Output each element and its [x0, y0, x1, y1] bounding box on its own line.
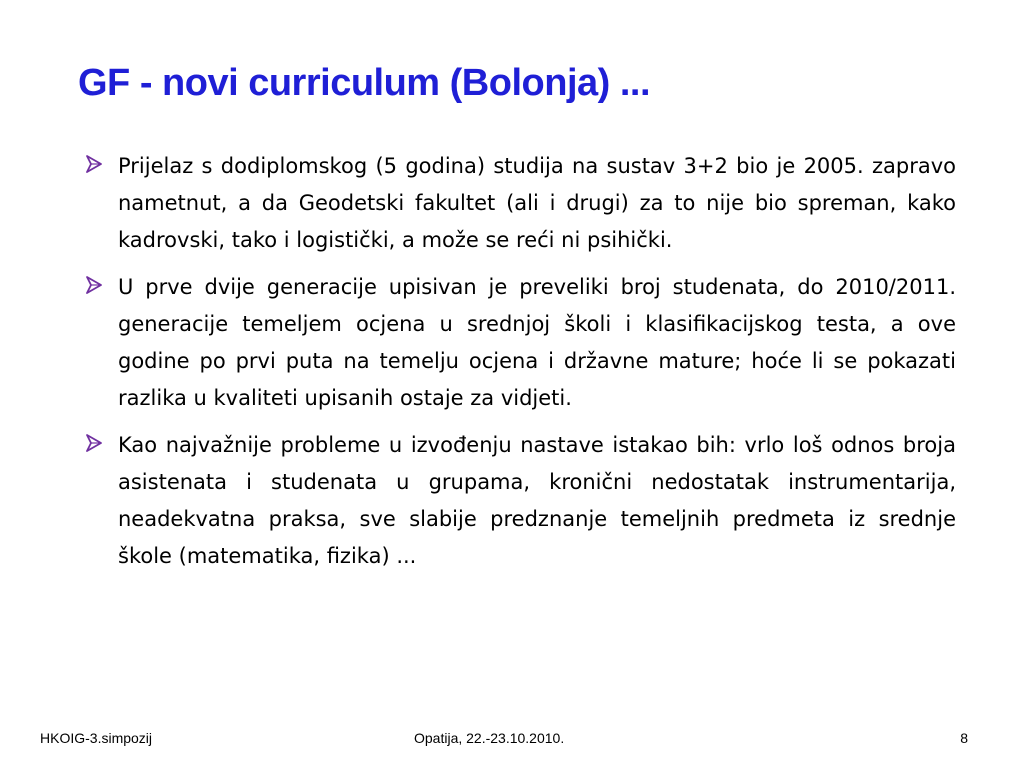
bullet-text: Prijelaz s dodiplomskog (5 godina) studija na sustav 3+2 bio je 2005. zapravo nametnut, a da Geodetski fakultet (ali i drugi) za to nije bio spreman, kako kadrovski, tako i logistički, a može se reći ni psihički. [118, 154, 956, 252]
page-number: 8 [960, 730, 968, 746]
bullet-item [80, 148, 956, 259]
arrow-bullet-icon [84, 433, 104, 453]
arrow-bullet-icon [84, 154, 104, 174]
footer-date-location: Opatija, 22.-23.10.2010. [414, 730, 565, 746]
bullet-item [80, 269, 956, 417]
bullet-text: U prve dvije generacije upisivan je preveliki broj studenata, do 2010/2011. generacije temeljem ocjena u srednjoj školi i klasifikacijskog testa, a ove godine po prvi puta na temelju ocjena i državne mature; hoće li se pokazati razlika u kvaliteti upisanih ostaje za vidjeti. [118, 275, 956, 410]
bullet-item [80, 427, 956, 575]
bullet-list [80, 148, 956, 585]
arrow-bullet-icon [84, 275, 104, 295]
bullet-text: Kao najvažnije probleme u izvođenju nastave istakao bih: vrlo loš odnos broja asistenata i studenata u grupama, kronični nedostatak instrumentarija, neadekvatna praksa, sve slabije predznanje temeljnih predmeta iz srednje škole (matematika, fizika) ... [118, 433, 956, 568]
footer-event-name: HKOIG-3.simpozij [40, 730, 153, 746]
slide-title: GF - novi curriculum (Bolonja) ... [78, 62, 651, 104]
